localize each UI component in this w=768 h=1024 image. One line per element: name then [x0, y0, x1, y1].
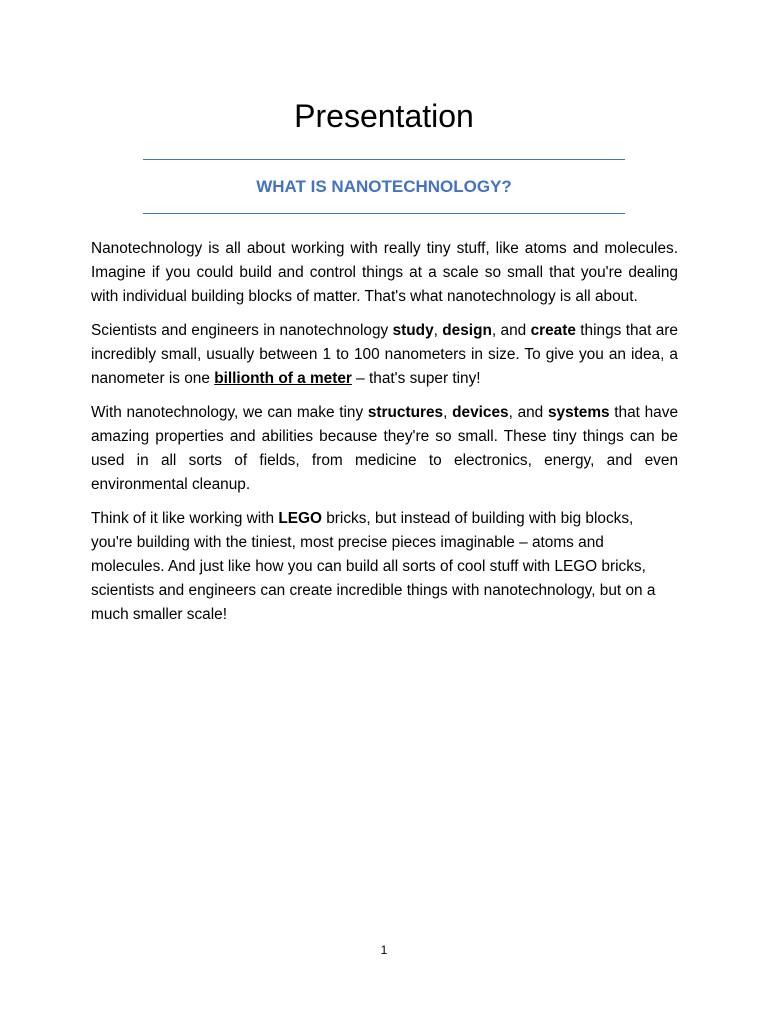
paragraph-4-text-1: Think of it like working with — [91, 510, 279, 527]
paragraph-2-text-5: – that's super tiny! — [351, 370, 481, 387]
paragraph-3 — [91, 401, 678, 497]
paragraph-4 — [91, 507, 678, 627]
paragraph-2 — [91, 319, 678, 391]
paragraph-3-text-4: that have amazing properties and abilities because they're so small. These tiny things can be used in all sorts of fields, from medicine to electronics, energy, and even environmental cleanup. — [91, 404, 678, 493]
paragraph-1-text: Nanotechnology is all about working with really tiny stuff, like atoms and molecules. Imagine if you could build and control things at a scale so small that you're dealing with individual building blocks of matter. That's what nanotechnology is all about. — [91, 240, 678, 305]
title-divider-top — [143, 159, 625, 160]
bold-create: create — [530, 322, 576, 339]
paragraph-3-text-3: , and — [508, 404, 548, 421]
section-subtitle: WHAT IS NANOTECHNOLOGY? — [256, 177, 512, 196]
paragraph-2-text-1: Scientists and engineers in nanotechnology — [91, 322, 393, 339]
document-body — [91, 237, 678, 637]
paragraph-4-text-2: bricks, but instead of building with big blocks, you're building with the tiniest, most precise pieces imaginable – atoms and molecules. And just like how you can build all sorts of cool stuff with LEGO bricks, scientists and engineers can create incredible things with nanotechnology, but on a much smaller scale! — [91, 510, 656, 623]
bold-study: study — [392, 322, 434, 339]
bold-underlined-billionth: billionth of a meter — [214, 370, 352, 387]
bold-lego: LEGO — [278, 510, 322, 527]
page-number: 1 — [380, 943, 388, 957]
paragraph-2-text-4: things that are incredibly small, usually between 1 to 100 nanometers in size. To give you an idea, a nanometer is one — [91, 322, 678, 387]
paragraph-2-text-3: , and — [491, 322, 531, 339]
bold-systems: systems — [547, 404, 610, 421]
title-divider-bottom — [143, 213, 625, 214]
paragraph-2-text-2: , — [433, 322, 443, 339]
page-title: Presentation — [294, 98, 474, 134]
paragraph-1 — [91, 237, 678, 309]
bold-structures: structures — [367, 404, 444, 421]
paragraph-3-text-1: With nanotechnology, we can make tiny — [91, 404, 368, 421]
paragraph-3-text-2: , — [443, 404, 453, 421]
bold-design: design — [442, 322, 492, 339]
bold-devices: devices — [452, 404, 509, 421]
